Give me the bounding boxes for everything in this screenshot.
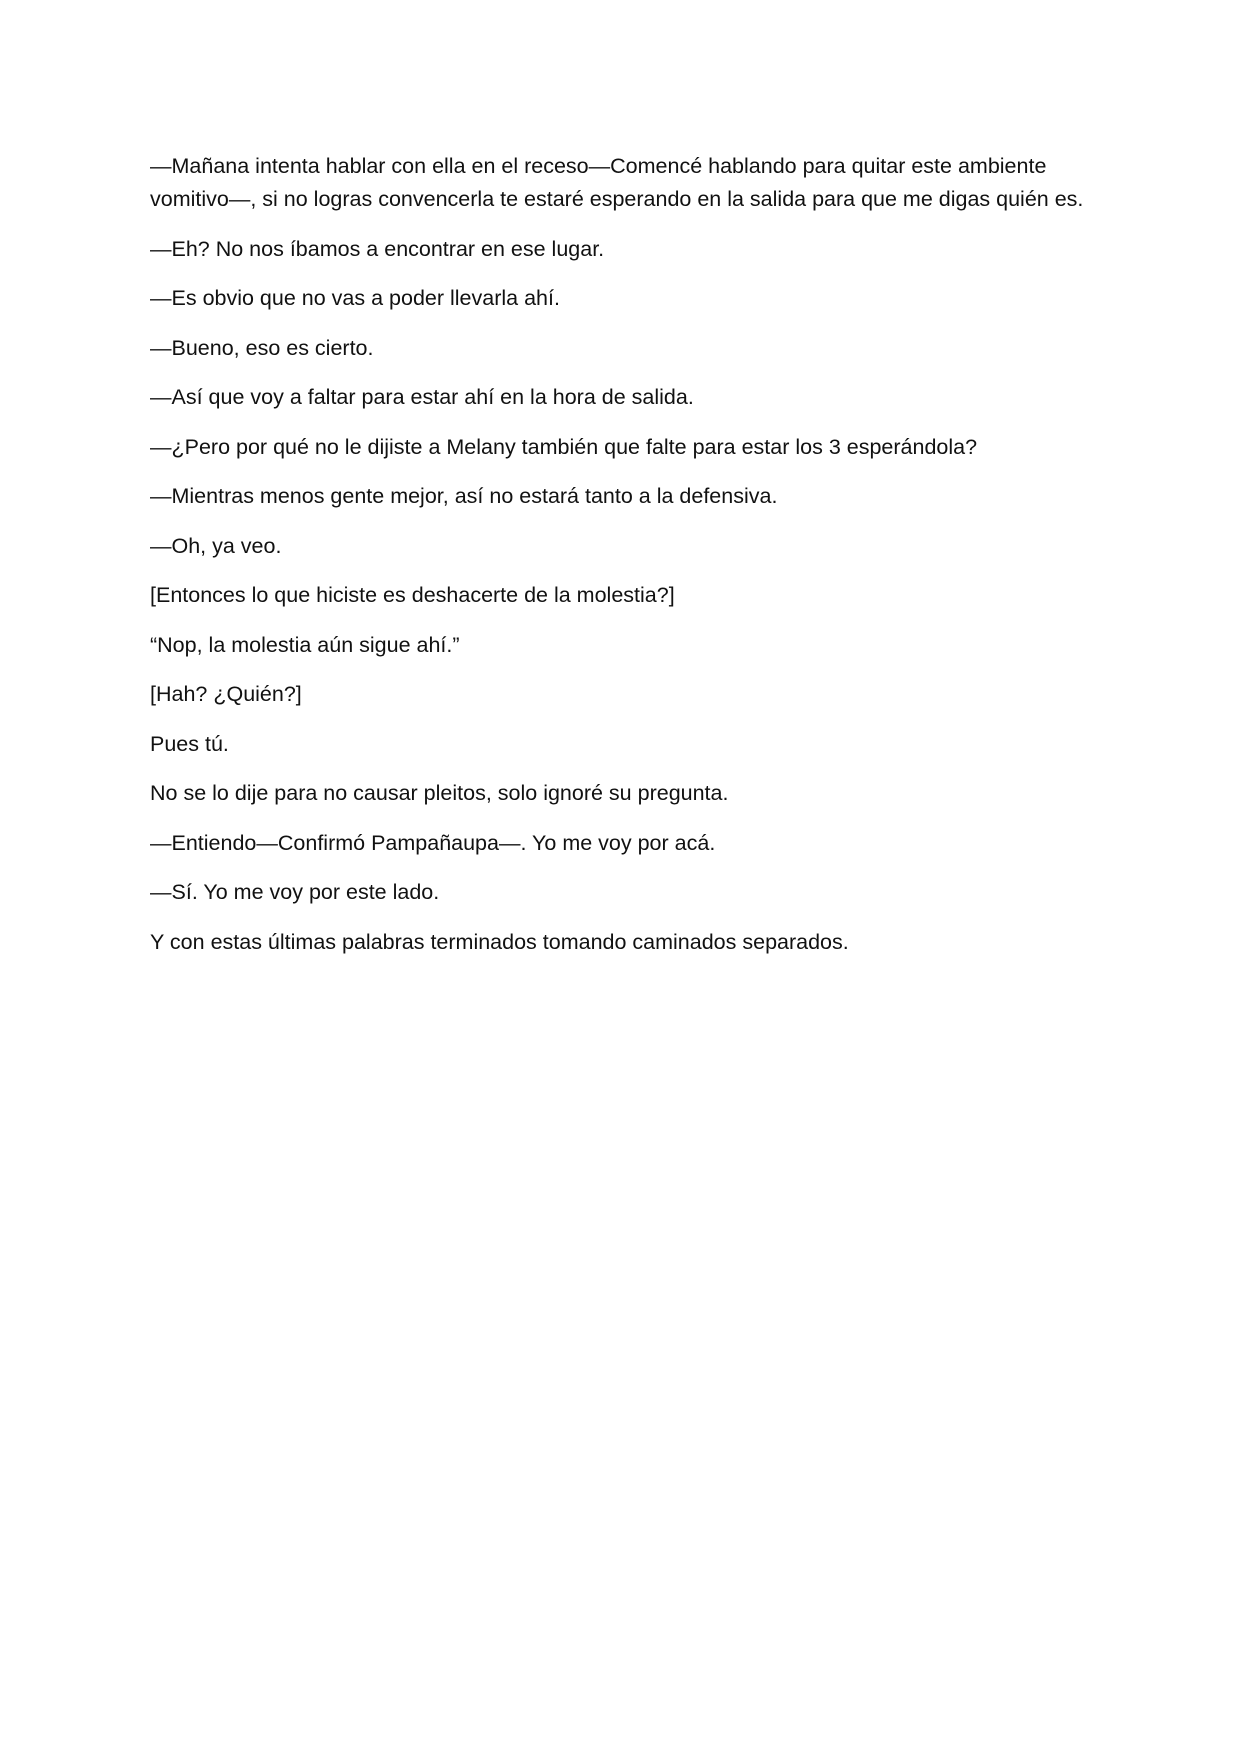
paragraph: —Así que voy a faltar para estar ahí en la hora de salida.	[150, 385, 694, 409]
paragraph: —Eh? No nos íbamos a encontrar en ese lugar.	[150, 236, 605, 261]
paragraph: —Mañana intenta hablar con ella en el receso—Comencé hablando para quitar este ambiente vomitivo—, si no logras convencerla te estaré esperando en la salida para que me digas quién es.	[150, 154, 1084, 211]
paragraph: Y con estas últimas palabras terminados tomando caminados separados.	[150, 929, 849, 954]
paragraph: No se lo dije para no causar pleitos, solo ignoré su pregunta.	[150, 781, 729, 805]
document-body	[150, 150, 1095, 975]
paragraph: —Mientras menos gente mejor, así no estará tanto a la defensiva.	[150, 484, 778, 508]
paragraph: —Sí. Yo me voy por este lado.	[150, 880, 440, 904]
paragraph: —Entiendo—Confirmó Pampañaupa—. Yo me voy por acá.	[150, 830, 716, 855]
paragraph: [Hah? ¿Quién?]	[150, 682, 302, 706]
paragraph: “Nop, la molestia aún sigue ahí.”	[150, 632, 460, 657]
paragraph: —¿Pero por qué no le dijiste a Melany también que falte para estar los 3 esperándola?	[150, 434, 978, 459]
paragraph: [Entonces lo que hiciste es deshacerte de la molestia?]	[150, 583, 675, 607]
paragraph: —Es obvio que no vas a poder llevarla ahí.	[150, 286, 560, 310]
paragraph: —Oh, ya veo.	[150, 533, 282, 558]
paragraph: Pues tú.	[150, 731, 229, 756]
paragraph: —Bueno, eso es cierto.	[150, 335, 374, 360]
